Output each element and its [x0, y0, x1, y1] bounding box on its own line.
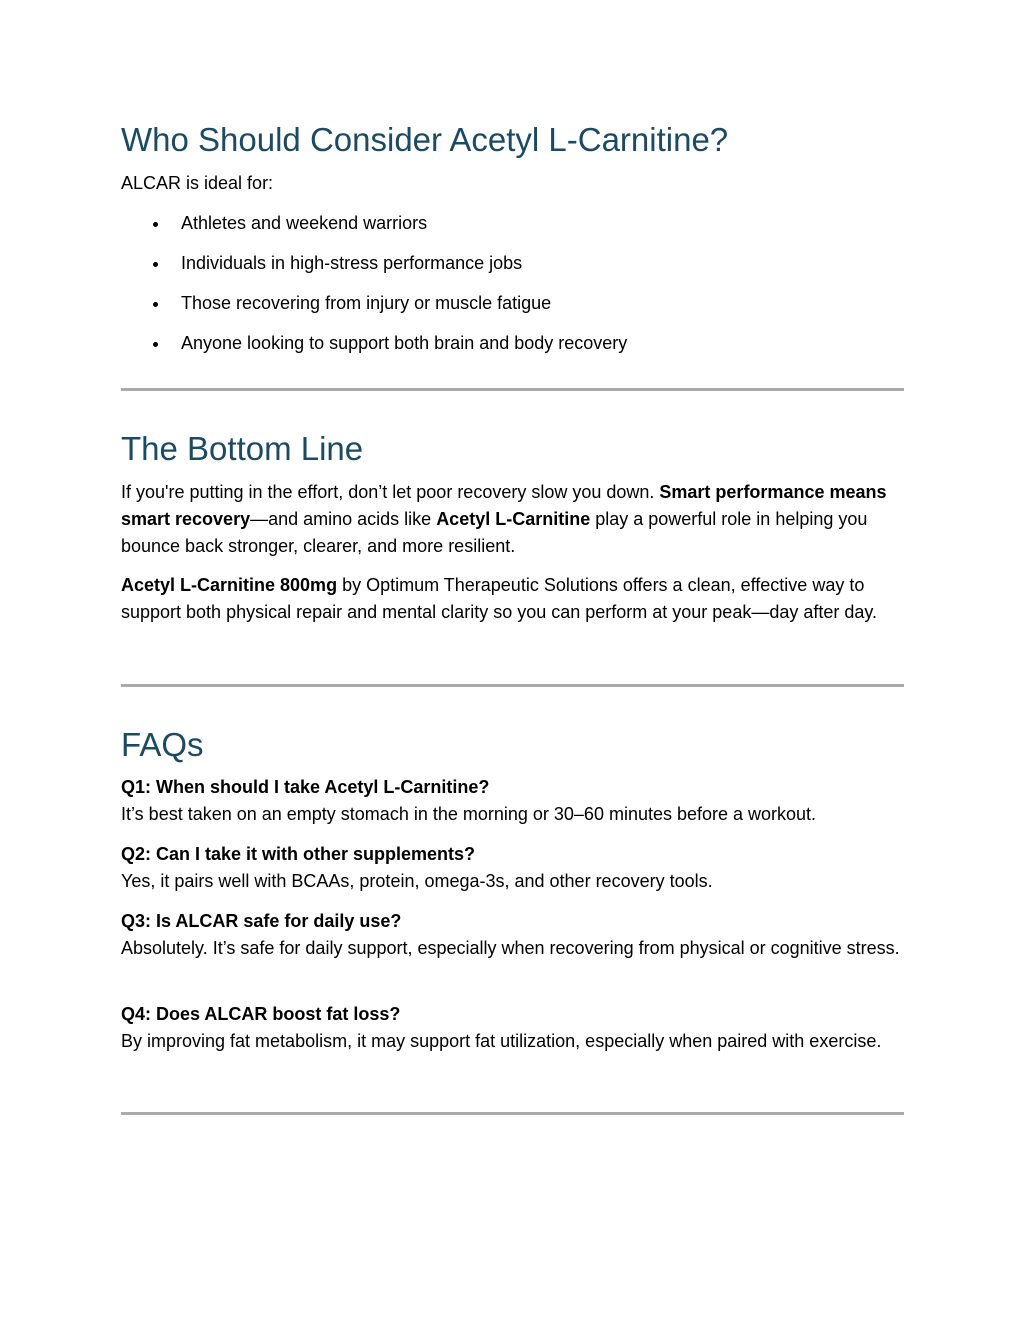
list-item-text: Individuals in high-stress performance jobs	[181, 253, 523, 273]
bullet-icon	[153, 262, 158, 267]
faq-item	[121, 841, 904, 895]
list-item-text: Athletes and weekend warriors	[181, 213, 428, 233]
faq-question: Q1: When should I take Acetyl L-Carnitine?	[121, 777, 490, 797]
section-heading-bottom-line: The Bottom Line	[121, 430, 364, 467]
section-divider	[121, 388, 904, 391]
section-divider	[121, 1112, 904, 1115]
faq-item	[121, 1001, 904, 1055]
intro-text: ALCAR is ideal for:	[121, 173, 274, 193]
bullet-icon	[153, 302, 158, 307]
faq-item	[121, 774, 904, 828]
list-item	[121, 250, 904, 290]
bullet-icon	[153, 342, 158, 347]
faq-answer: It’s best taken on an empty stomach in the morning or 30–60 minutes before a workout.	[121, 804, 817, 824]
list-item	[121, 210, 904, 250]
bottom-line-paragraph-2	[121, 572, 904, 626]
list-item	[121, 290, 904, 330]
paragraph-text: play a powerful role in helping you bounce back stronger, clearer, and more resilient.	[121, 509, 868, 556]
faq-question: Q4: Does ALCAR boost fat loss?	[121, 1004, 401, 1024]
paragraph-text: —and amino acids like	[250, 509, 437, 529]
faq-item	[121, 908, 904, 962]
paragraph-bold-text: Acetyl L-Carnitine	[436, 509, 591, 529]
faq-answer: By improving fat metabolism, it may support fat utilization, especially when paired with exercise.	[121, 1031, 882, 1051]
paragraph-text: by Optimum Therapeutic Solutions offers a clean, effective way to support both physical repair and mental clarity so you can perform at your peak—day after day.	[121, 575, 878, 622]
faq-question: Q3: Is ALCAR safe for daily use?	[121, 911, 402, 931]
faq-answer: Yes, it pairs well with BCAAs, protein, omega-3s, and other recovery tools.	[121, 871, 713, 891]
list-item	[121, 330, 904, 370]
section-heading-who-should-consider: Who Should Consider Acetyl L-Carnitine?	[121, 121, 729, 158]
paragraph-bold-text: Acetyl L-Carnitine 800mg	[121, 575, 338, 595]
list-item-text: Those recovering from injury or muscle fatigue	[181, 293, 552, 313]
faq-answer: Absolutely. It’s safe for daily support, especially when recovering from physical or cognitive stress.	[121, 938, 900, 958]
bottom-line-paragraph-1	[121, 479, 904, 560]
section-heading-faqs: FAQs	[121, 726, 204, 763]
bullet-icon	[153, 222, 158, 227]
faq-question: Q2: Can I take it with other supplements?	[121, 844, 476, 864]
paragraph-bold-text: Smart performance means smart recovery	[121, 482, 887, 529]
section-divider	[121, 684, 904, 687]
ideal-for-list	[121, 210, 904, 370]
list-item-text: Anyone looking to support both brain and body recovery	[181, 333, 628, 353]
paragraph-text: If you're putting in the effort, don’t let poor recovery slow you down.	[121, 482, 660, 502]
